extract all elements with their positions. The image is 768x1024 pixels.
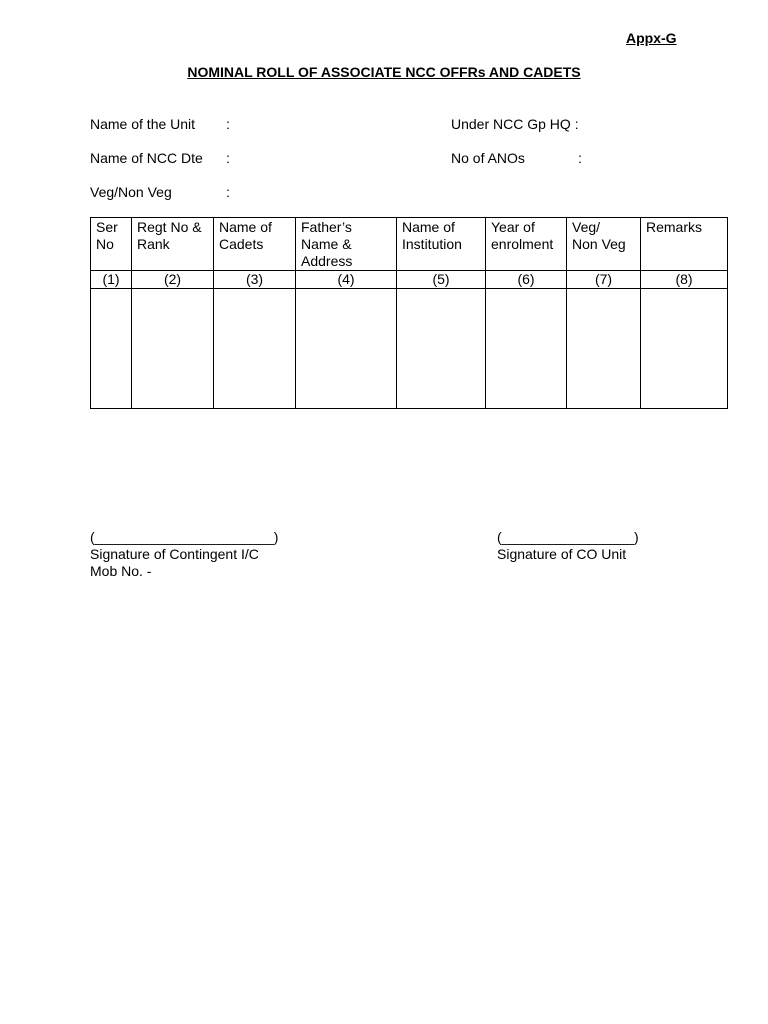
header-veg-non-veg: Veg/ Non Veg <box>567 218 641 271</box>
co-signature-label: Signature of CO Unit <box>497 546 627 562</box>
contingent-signature-block <box>90 529 278 580</box>
nominal-roll-table <box>90 217 728 409</box>
unit-name-colon: : <box>226 116 230 132</box>
table-number-row <box>91 271 728 289</box>
table-cell <box>214 289 296 409</box>
header-year-of-enrolment: Year of enrolment <box>486 218 567 271</box>
anos-colon: : <box>578 150 582 166</box>
appendix-label: Appx-G <box>626 30 677 46</box>
unit-name-label: Name of the Unit <box>90 116 196 132</box>
column-number: (5) <box>397 271 486 289</box>
table-cell <box>132 289 214 409</box>
column-number: (6) <box>486 271 567 289</box>
header-ser-no: Ser No <box>91 218 132 271</box>
column-number: (1) <box>91 271 132 289</box>
header-fathers-name-address: Father’s Name & Address <box>296 218 397 271</box>
column-number: (2) <box>132 271 214 289</box>
header-name-of-cadets: Name of Cadets <box>214 218 296 271</box>
contingent-signature-line: (_______________________) <box>90 529 279 545</box>
gp-hq-label: Under NCC Gp HQ : <box>451 116 579 132</box>
column-number: (4) <box>296 271 397 289</box>
table-header-row <box>91 218 728 271</box>
column-number: (3) <box>214 271 296 289</box>
co-signature-block <box>497 529 639 563</box>
ncc-dte-label: Name of NCC Dte <box>90 150 203 166</box>
table-cell <box>486 289 567 409</box>
table-cell <box>296 289 397 409</box>
table-row <box>91 289 728 409</box>
table-cell <box>91 289 132 409</box>
header-remarks: Remarks <box>641 218 728 271</box>
header-name-of-institution: Name of Institution <box>397 218 486 271</box>
contingent-mobile-label: Mob No. - <box>90 563 152 579</box>
header-regt-no-rank: Regt No & Rank <box>132 218 214 271</box>
co-signature-line: (_________________) <box>497 529 639 545</box>
anos-label: No of ANOs <box>451 150 525 166</box>
column-number: (8) <box>641 271 728 289</box>
ncc-dte-colon: : <box>226 150 230 166</box>
table-cell <box>397 289 486 409</box>
document-title: NOMINAL ROLL OF ASSOCIATE NCC OFFRs AND CADETS <box>187 64 581 80</box>
veg-label: Veg/Non Veg <box>90 184 172 200</box>
contingent-signature-label: Signature of Contingent I/C <box>90 546 259 562</box>
table-cell <box>567 289 641 409</box>
column-number: (7) <box>567 271 641 289</box>
table-cell <box>641 289 728 409</box>
veg-colon: : <box>226 184 230 200</box>
